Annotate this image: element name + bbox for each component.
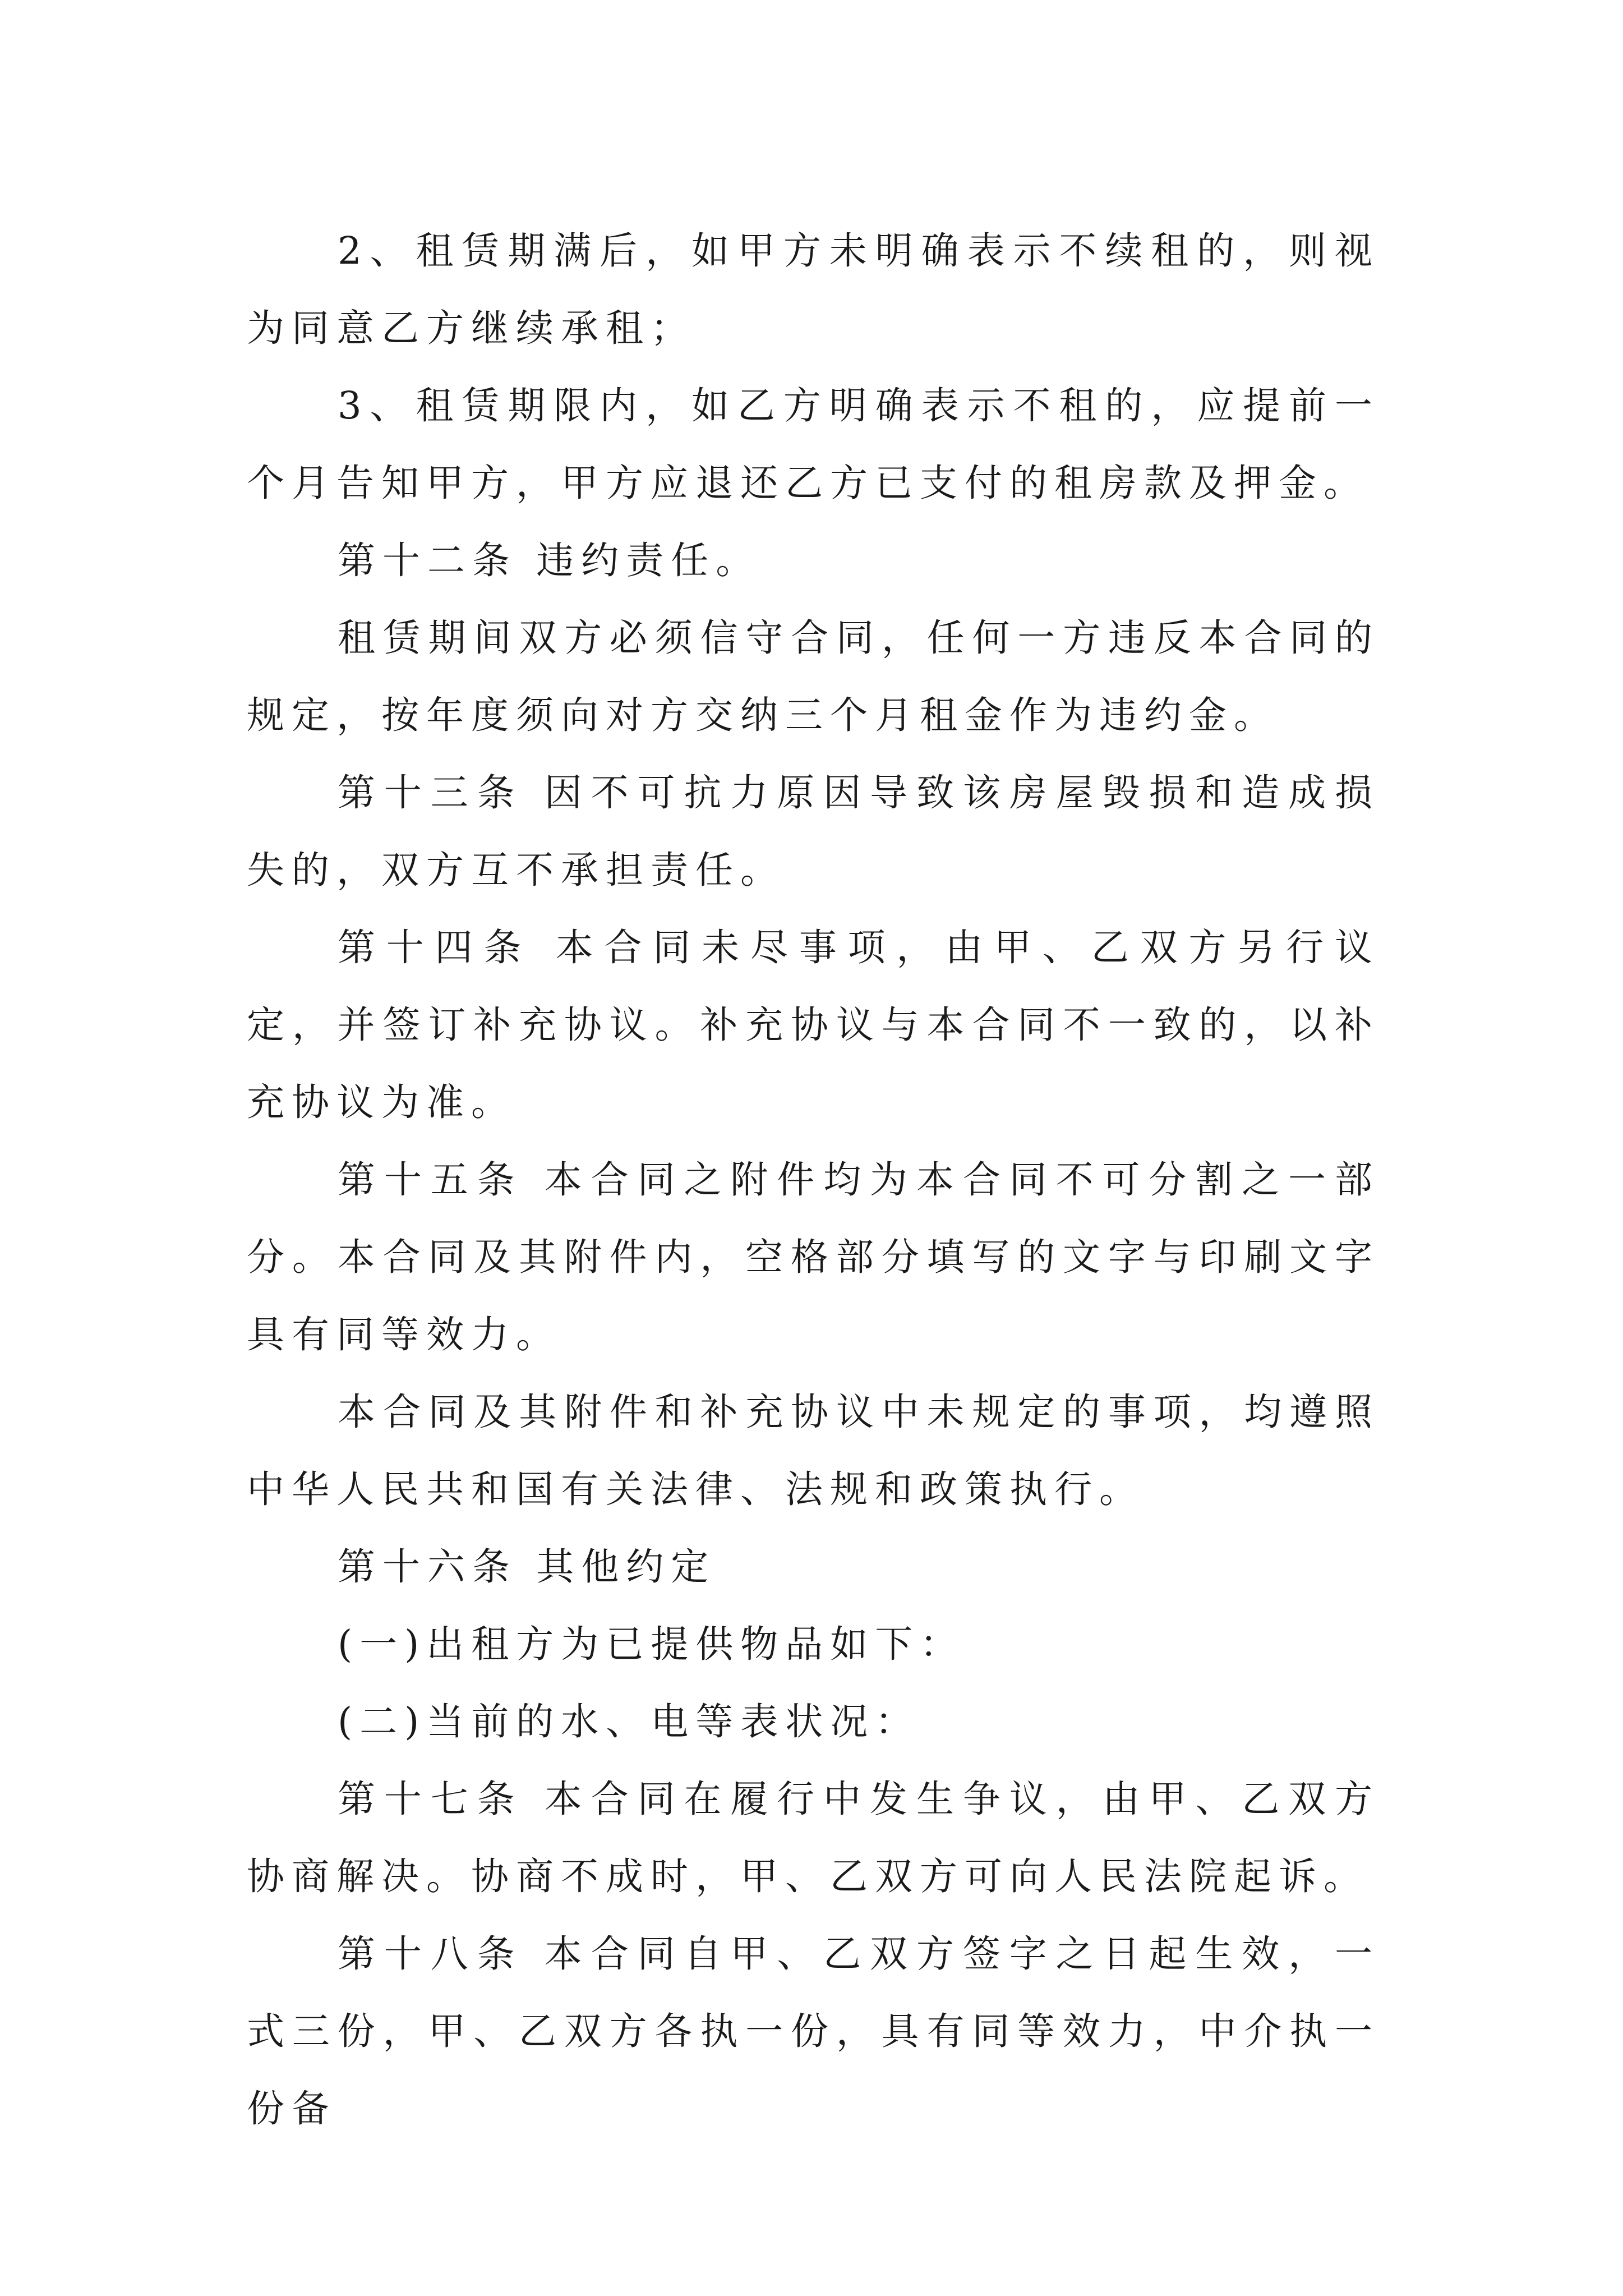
paragraph-article-16-heading: 第十六条 其他约定 xyxy=(338,1545,716,1589)
paragraph-article-16-item-2: (二)当前的水、电等表状况： xyxy=(338,1700,920,1743)
document-body xyxy=(247,212,1380,2147)
paragraph-article-15-supplement: 本合同及其附件和补充协议中未规定的事项，均遵照中华人民共和国有关法律、法规和政策执行。 xyxy=(247,1390,1380,1511)
paragraph-article-16-item-1: (一)出租方为已提供物品如下： xyxy=(338,1622,965,1666)
paragraph-article-14: 第十四条 本合同未尽事项，由甲、乙双方另行议定，并签订补充协议。补充协议与本合同不一致的，以补充协议为准。 xyxy=(247,926,1380,1124)
paragraph-article-12-body: 租赁期间双方必须信守合同，任何一方违反本合同的规定，按年度须向对方交纳三个月租金作为违约金。 xyxy=(247,616,1380,737)
paragraph-renewal-clause-2: 2、租赁期满后，如甲方未明确表示不续租的，则视为同意乙方继续承租； xyxy=(247,229,1380,350)
paragraph-article-17: 第十七条 本合同在履行中发生争议，由甲、乙双方协商解决。协商不成时，甲、乙双方可向人民法院起诉。 xyxy=(247,1777,1380,1898)
paragraph-renewal-clause-3: 3、租赁期限内，如乙方明确表示不租的，应提前一个月告知甲方，甲方应退还乙方已支付的租房款及押金。 xyxy=(247,384,1380,505)
paragraph-article-18: 第十八条 本合同自甲、乙双方签字之日起生效，一式三份，甲、乙双方各执一份，具有同等效力，中介执一份备 xyxy=(247,1932,1380,2131)
paragraph-article-15: 第十五条 本合同之附件均为本合同不可分割之一部分。本合同及其附件内，空格部分填写的文字与印刷文字具有同等效力。 xyxy=(247,1158,1380,1356)
paragraph-article-12-heading: 第十二条 违约责任。 xyxy=(338,539,761,582)
paragraph-article-13: 第十三条 因不可抗力原因导致该房屋毁损和造成损失的，双方互不承担责任。 xyxy=(247,771,1380,892)
